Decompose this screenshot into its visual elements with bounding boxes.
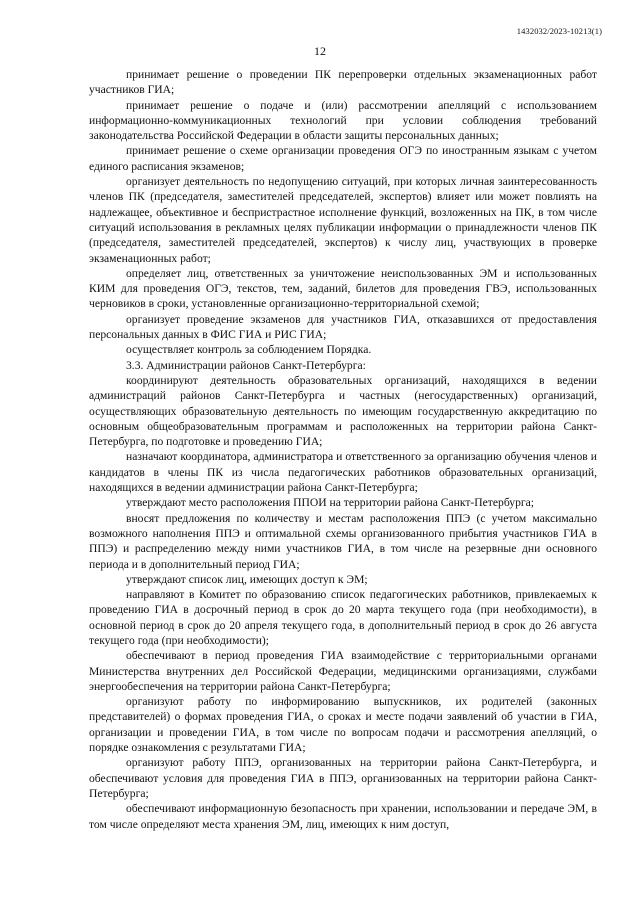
- paragraph: определяет лиц, ответственных за уничтожение неиспользованных ЭМ и использованных КИМ для проведения ОГЭ, текстов, тем, заданий, билетов для проведения ГВЭ, использованных черновиков в сроки, установленные организационно-территориальной схемой;: [89, 266, 597, 311]
- paragraph: осуществляет контроль за соблюдением Порядка.: [126, 343, 372, 357]
- paragraph: вносят предложения по количеству и местам расположения ППЭ (с учетом максимально возможного наполнения ППЭ и оптимальной схемы организованного прибытия участников ГИА в ППЭ) и распределению между ними участников ГИА, в том числе на резервные дни основного периода и в дополнительный период ГИА;: [89, 511, 597, 571]
- paragraph: организуют работу ППЭ, организованных на территории района Санкт-Петербурга, и обеспечивают условия для проведения ГИА в ППЭ, организованных на территории района Санкт-Петербурга;: [89, 756, 597, 800]
- paragraph: организует деятельность по недопущению ситуаций, при которых личная заинтересованность членов ПК (председателя, заместителей председателей, экспертов) влияет или может повлиять на надлежащее, объективное и беспристрастное исполнение функций, возложенных на ПК, в том числе ситуаций использования в рекламных целях публикации информации о принадлежности членов ПК (председателя, заместителей председателей, экспертов) к числу лиц, участвующих в проверке экзаменационных работ;: [89, 175, 597, 265]
- document-number: 1432032/2023-10213(1): [516, 26, 602, 36]
- page-number: 12: [314, 44, 326, 58]
- paragraph: принимает решение о схеме организации проведения ОГЭ по иностранным языкам с учетом единого расписания экзаменов;: [89, 144, 597, 173]
- section-heading: 3.3. Администрации районов Санкт-Петербурга:: [126, 358, 366, 372]
- paragraph: обеспечивают в период проведения ГИА взаимодействие с территориальными органами Министерства внутренних дел Российской Федерации, медицинскими организациями, службами энергообеспечения на территории района Санкт-Петербурга;: [89, 649, 597, 693]
- paragraph: назначают координатора, администратора и ответственного за организацию обучения членов и кандидатов в члены ПК из числа педагогических работников образовательных организаций, находящихся в ведении администрации района Санкт-Петербурга;: [89, 450, 597, 495]
- paragraph: направляют в Комитет по образованию список педагогических работников, привлекаемых к проведению ГИА в досрочный период в срок до 20 марта текущего года (при необходимости), в основной период в срок до 20 апреля текущего года, в дополнительный период в срок до 26 августа текущего года (при необходимости);: [89, 588, 597, 647]
- paragraph: утверждают список лиц, имеющих доступ к ЭМ;: [126, 572, 368, 586]
- paragraph: принимает решение о подаче и (или) рассмотрении апелляций с использованием информационно-коммуникационных технологий при условии соблюдения требований законодательства Российской Федерации в области защиты персональных данных;: [89, 98, 597, 143]
- paragraph: организует проведение экзаменов для участников ГИА, отказавшихся от предоставления персональных данных в ФИС ГИА и РИС ГИА;: [89, 312, 597, 342]
- paragraph: утверждают место расположения ППОИ на территории района Санкт-Петербурга;: [126, 496, 534, 510]
- paragraph: принимает решение о проведении ПК перепроверки отдельных экзаменационных работ участников ГИА;: [89, 68, 597, 97]
- document-body: [89, 67, 597, 832]
- paragraph: обеспечивают информационную безопасность при хранении, использовании и передаче ЭМ, в том числе определяют места хранения ЭМ, лиц, имеющих к ним доступ,: [89, 802, 597, 831]
- paragraph: организуют работу по информированию выпускников, их родителей (законных представителей) о формах проведения ГИА, о сроках и месте подачи заявлений об участии в ГИА, организации и проведении ГИА, в том числе по вопросам подачи и рассмотрения апелляций, о порядке ознакомления с результатами ГИА;: [89, 695, 597, 755]
- paragraph: координируют деятельность образовательных организаций, находящихся в ведении администраций районов Санкт-Петербурга и частных (негосударственных) организаций, осуществляющих образовательную деятельность по имеющим государственную аккредитацию по основным общеобразовательным программам и расположенных на территории района Санкт-Петербурга, по подготовке и проведению ГИА;: [89, 373, 597, 449]
